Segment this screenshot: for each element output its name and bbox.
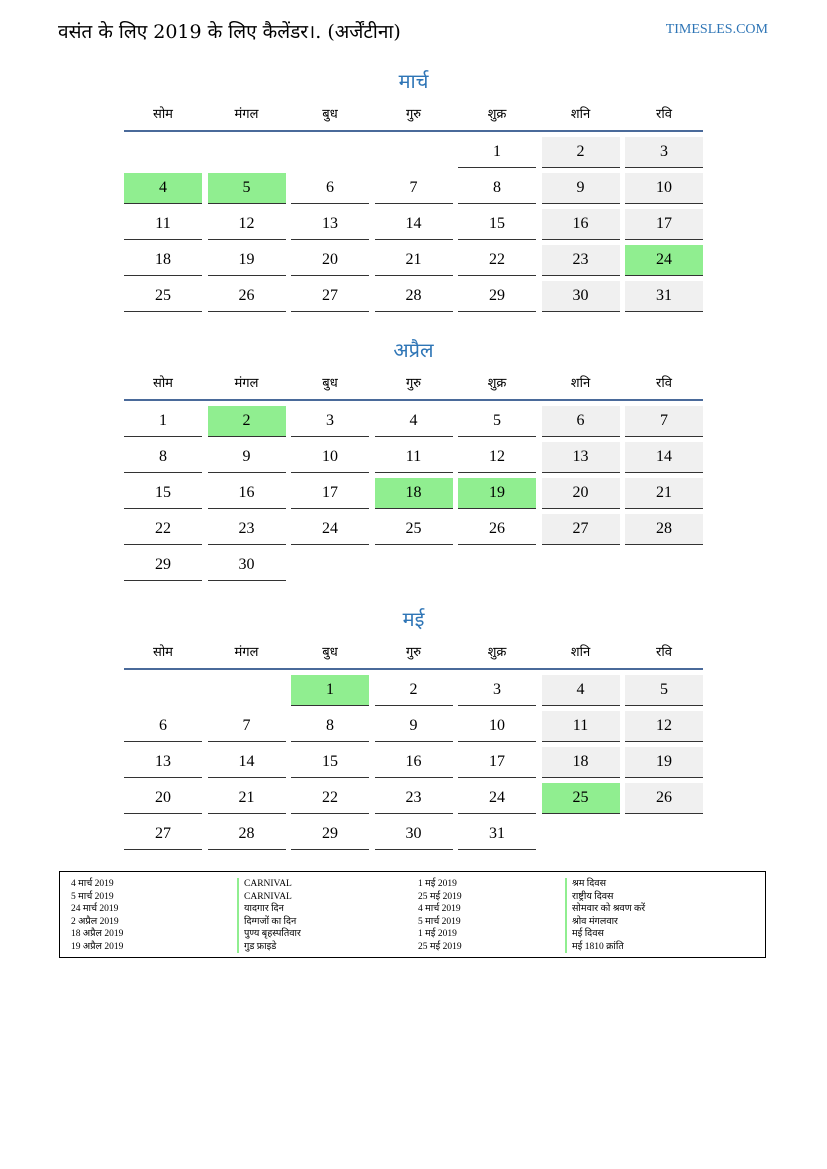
day-cell: 8 [124,442,202,473]
holiday-name: दिग्गजों का दिन [237,916,418,929]
holiday-name: श्रम दिवस [565,878,765,891]
day-cell: 24 [291,514,369,545]
weekday-label: रवि [656,645,672,660]
day-cell: 14 [375,209,453,240]
weekday-label: गुरु [405,107,422,122]
day-cell: 5 [458,406,536,437]
holiday-date: 4 मार्च 2019 [418,904,461,914]
day-cell: 19 [625,747,703,778]
day-cell: 3 [291,406,369,437]
holiday-dates-right [418,878,565,957]
holiday-list [59,871,766,958]
weekday-label: गुरु [405,376,422,391]
day-cell: 28 [208,819,286,850]
day-grid [124,137,703,312]
weekday-label: मंगल [234,376,259,391]
day-cell: 8 [291,711,369,742]
holiday-date: 4 मार्च 2019 [71,879,114,889]
day-cell: 23 [542,245,620,276]
day-cell: 26 [625,783,703,814]
day-cell: 27 [124,819,202,850]
day-cell: 9 [542,173,620,204]
day-grid [124,406,703,581]
holiday-day-cell: 5 [208,173,286,204]
day-cell: 13 [542,442,620,473]
day-cell: 19 [208,245,286,276]
holiday-date: 2 अप्रैल 2019 [71,916,119,927]
day-cell: 21 [625,478,703,509]
day-cell: 17 [458,747,536,778]
month-april [124,337,703,581]
day-cell: 31 [625,281,703,312]
day-cell: 16 [375,747,453,778]
day-cell: 2 [542,137,620,168]
day-cell: 24 [458,783,536,814]
day-cell: 6 [542,406,620,437]
day-cell: 16 [542,209,620,240]
weekday-header [124,375,703,401]
day-cell: 29 [291,819,369,850]
day-cell: 6 [291,173,369,204]
holiday-date: 1 मई 2019 [418,879,457,889]
holiday-date: 1 मई 2019 [418,929,457,939]
day-cell: 22 [124,514,202,545]
day-cell: 18 [124,245,202,276]
day-cell: 11 [375,442,453,473]
day-cell: 12 [625,711,703,742]
holiday-name: पुण्य बृहस्पतिवार [237,928,418,941]
day-cell: 1 [124,406,202,437]
day-cell: 21 [208,783,286,814]
day-cell: 4 [542,675,620,706]
page-title: वसंत के लिए 2019 के लिए कैलेंडर।. (अर्जेंटीना) [58,21,401,43]
day-cell: 15 [458,209,536,240]
day-cell: 5 [625,675,703,706]
holiday-name: यादगार दिन [237,903,418,916]
holiday-names-right [565,878,765,957]
holiday-date: 5 मार्च 2019 [418,916,461,927]
day-cell: 17 [625,209,703,240]
month-title: अप्रैल [393,338,434,362]
month-march [124,68,703,312]
day-cell: 9 [375,711,453,742]
day-cell: 6 [124,711,202,742]
day-cell: 2 [375,675,453,706]
weekday-label: बुध [322,107,338,122]
weekday-label: रवि [656,376,672,391]
holiday-day-cell: 18 [375,478,453,509]
day-cell: 9 [208,442,286,473]
day-cell: 27 [542,514,620,545]
holiday-name: सोमवार को श्रवण करें [565,903,765,916]
weekday-label: गुरु [405,645,422,660]
day-cell: 4 [375,406,453,437]
weekday-label: शुक्र [487,376,507,391]
weekday-label: शनि [570,645,591,660]
day-cell: 28 [375,281,453,312]
day-cell: 17 [291,478,369,509]
holiday-day-cell: 19 [458,478,536,509]
day-cell: 21 [375,245,453,276]
weekday-header [124,644,703,670]
holiday-date: 25 मई 2019 [418,941,462,952]
day-cell: 25 [375,514,453,545]
day-cell: 20 [542,478,620,509]
day-cell: 13 [124,747,202,778]
holiday-name: राष्ट्रीय दिवस [565,891,765,904]
holiday-name: मई 1810 क्रांति [565,941,765,954]
day-cell: 20 [124,783,202,814]
holiday-date: 19 अप्रैल 2019 [71,941,124,952]
weekday-label: सोम [153,107,173,122]
day-cell: 28 [625,514,703,545]
day-cell: 10 [458,711,536,742]
holiday-name: मई दिवस [565,928,765,941]
holiday-day-cell: 1 [291,675,369,706]
holiday-names-left [237,878,418,957]
day-cell: 7 [208,711,286,742]
day-cell: 8 [458,173,536,204]
day-cell: 7 [375,173,453,204]
day-cell: 16 [208,478,286,509]
site-link[interactable]: TIMESLES.COM [665,22,768,37]
weekday-label: सोम [153,645,173,660]
day-cell: 3 [458,675,536,706]
day-grid [124,675,703,850]
day-cell: 23 [375,783,453,814]
day-cell: 1 [458,137,536,168]
day-cell: 26 [458,514,536,545]
day-cell: 10 [291,442,369,473]
day-cell: 7 [625,406,703,437]
holiday-name: श्रोव मंगलवार [565,916,765,929]
weekday-label: शुक्र [487,107,507,122]
day-cell: 30 [542,281,620,312]
day-cell: 18 [542,747,620,778]
day-cell: 22 [458,245,536,276]
weekday-label: बुध [322,645,338,660]
day-cell: 31 [458,819,536,850]
weekday-header [124,106,703,132]
month-title: मार्च [398,69,429,93]
day-cell: 30 [375,819,453,850]
holiday-name: गुड फ्राइडे [237,941,418,954]
day-cell: 12 [458,442,536,473]
weekday-label: मंगल [234,107,259,122]
day-cell: 14 [208,747,286,778]
day-cell: 26 [208,281,286,312]
day-cell: 27 [291,281,369,312]
day-cell: 29 [124,550,202,581]
day-cell: 22 [291,783,369,814]
day-cell: 10 [625,173,703,204]
holiday-date: 5 मार्च 2019 [71,891,114,902]
holiday-day-cell: 24 [625,245,703,276]
month-title: मई [402,607,425,631]
weekday-label: शुक्र [487,645,507,660]
empty-day-cell [124,137,202,167]
empty-day-cell [124,675,202,705]
weekday-label: मंगल [234,645,259,660]
weekday-label: रवि [656,107,672,122]
holiday-day-cell: 2 [208,406,286,437]
day-cell: 14 [625,442,703,473]
holiday-date: 25 मई 2019 [418,891,462,902]
day-cell: 11 [124,209,202,240]
holiday-day-cell: 4 [124,173,202,204]
month-may [124,606,703,850]
day-cell: 30 [208,550,286,581]
day-cell: 15 [291,747,369,778]
day-cell: 23 [208,514,286,545]
holiday-name: CARNIVAL [237,891,418,904]
day-cell: 20 [291,245,369,276]
day-cell: 3 [625,137,703,168]
holiday-name: CARNIVAL [237,878,418,891]
weekday-label: शनि [570,376,591,391]
holiday-date: 18 अप्रैल 2019 [71,929,124,939]
weekday-label: शनि [570,107,591,122]
day-cell: 11 [542,711,620,742]
weekday-label: सोम [153,376,173,391]
empty-day-cell [291,137,369,167]
day-cell: 15 [124,478,202,509]
day-cell: 12 [208,209,286,240]
holiday-dates-left [71,878,237,957]
empty-day-cell [208,137,286,167]
weekday-label: बुध [322,376,338,391]
empty-day-cell [375,137,453,167]
holiday-date: 24 मार्च 2019 [71,904,119,914]
day-cell: 29 [458,281,536,312]
holiday-day-cell: 25 [542,783,620,814]
day-cell: 25 [124,281,202,312]
day-cell: 13 [291,209,369,240]
empty-day-cell [208,675,286,705]
